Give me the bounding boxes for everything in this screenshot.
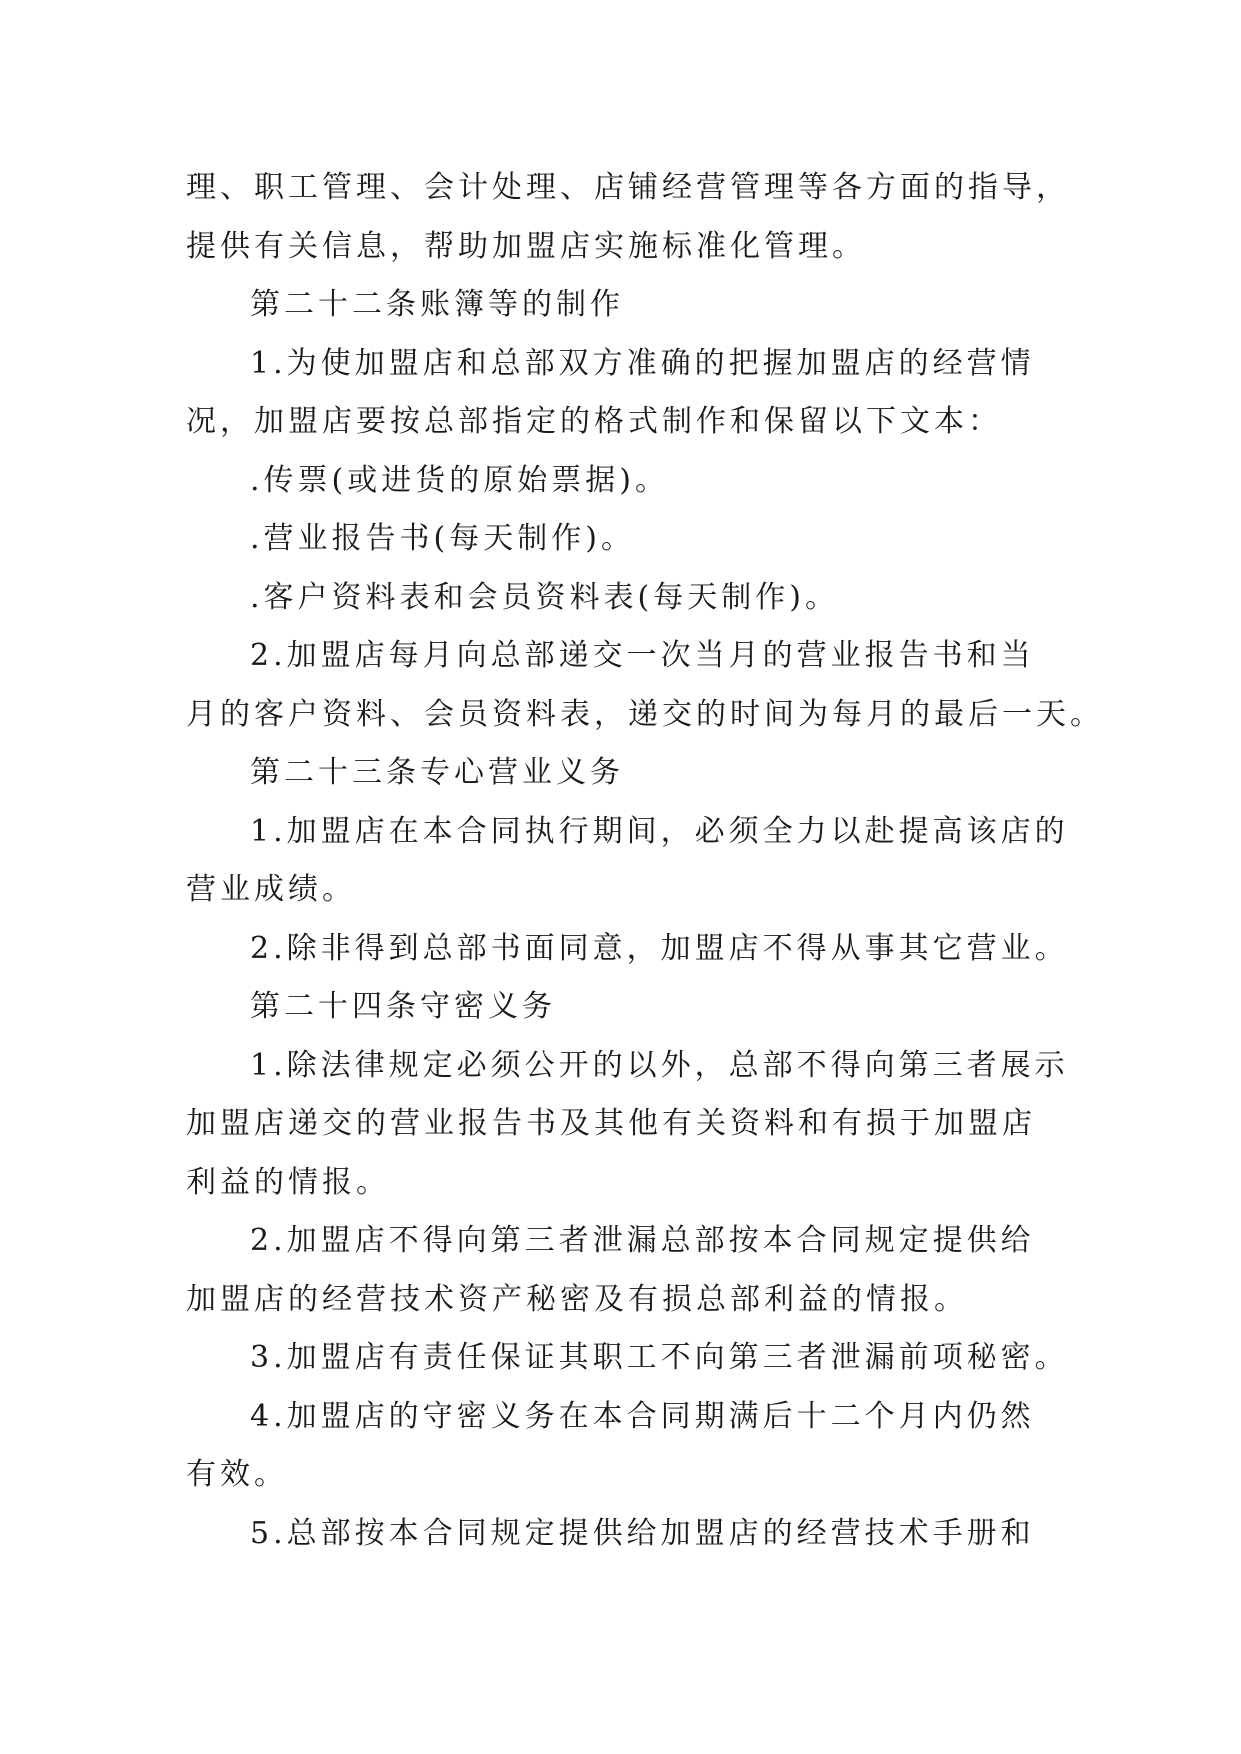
text-line: 2.加盟店不得向第三者泄漏总部按本合同规定提供给 [250, 1223, 1035, 1258]
text-line: 月的客户资料、会员资料表，递交的时间为每月的最后一天。 [186, 696, 1104, 732]
section-heading: 第二十四条守密义务 [250, 989, 556, 1024]
list-item: .传票(或进货的原始票据)。 [250, 462, 669, 498]
text-line: 3.加盟店有责任保证其职工不向第三者泄漏前项秘密。 [250, 1340, 1069, 1375]
text-line: 况，加盟店要按总部指定的格式制作和保留以下文本： [186, 404, 1002, 439]
text-line: 2.除非得到总部书面同意，加盟店不得从事其它营业。 [250, 930, 1069, 966]
section-heading: 第二十三条专心营业义务 [250, 755, 624, 790]
text-line: 理、职工管理、会计处理、店铺经营管理等各方面的指导， [186, 170, 1070, 205]
text-line: 4.加盟店的守密义务在本合同期满后十二个月内仍然 [250, 1398, 1035, 1434]
text-line: 1.为使加盟店和总部双方准确的把握加盟店的经营情 [250, 345, 1035, 381]
list-item: .营业报告书(每天制作)。 [250, 521, 635, 556]
list-item: .客户资料表和会员资料表(每天制作)。 [250, 579, 839, 615]
text-line: 1.加盟店在本合同执行期间，必须全力以赴提高该店的 [250, 813, 1069, 849]
section-heading: 第二十二条账簿等的制作 [250, 287, 624, 322]
text-line: 2.加盟店每月向总部递交一次当月的营业报告书和当 [250, 638, 1035, 673]
text-line: 加盟店递交的营业报告书及其他有关资料和有损于加盟店 [186, 1106, 1036, 1141]
text-line: 营业成绩。 [186, 872, 356, 907]
text-line: 利益的情报。 [186, 1164, 390, 1200]
text-line: 加盟店的经营技术资产秘密及有损总部利益的情报。 [186, 1281, 968, 1317]
text-line: 有效。 [186, 1457, 288, 1492]
text-line: 1.除法律规定必须公开的以外，总部不得向第三者展示 [250, 1047, 1069, 1083]
text-line: 5.总部按本合同规定提供给加盟店的经营技术手册和 [250, 1515, 1035, 1551]
text-line: 提供有关信息，帮助加盟店实施标准化管理。 [186, 228, 866, 264]
document-body [186, 159, 1104, 1563]
